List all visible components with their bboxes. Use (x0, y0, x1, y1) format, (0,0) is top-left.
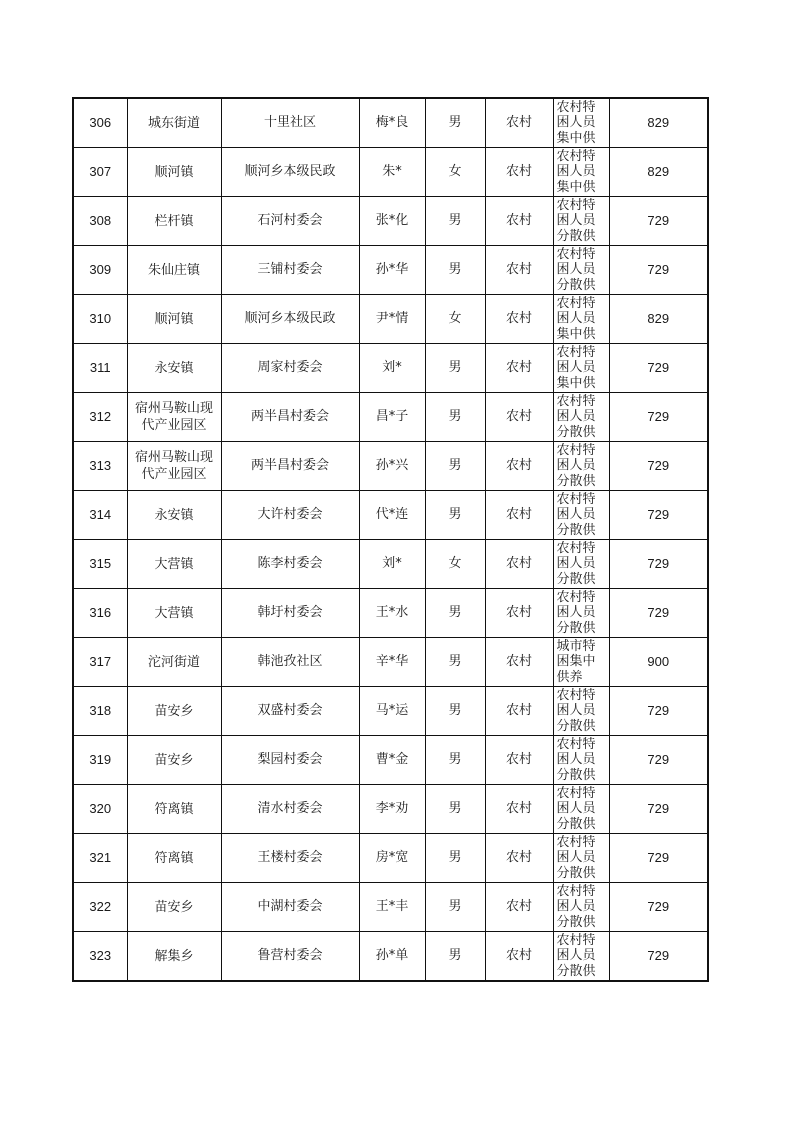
support-category-text: 农村特困人员分散供 (556, 442, 596, 489)
person-name-cell: 孙*单 (359, 932, 425, 982)
support-category-text: 农村特困人员集中供 (556, 344, 596, 391)
support-category-cell (553, 442, 609, 491)
residence-type-cell: 农村 (485, 393, 553, 442)
residence-type-cell: 农村 (485, 246, 553, 295)
support-category-cell (553, 589, 609, 638)
town-text: 永安镇 (154, 507, 194, 523)
town-text: 符离镇 (154, 850, 194, 866)
village-cell: 两半昌村委会 (221, 442, 359, 491)
town-text: 城东街道 (147, 115, 200, 131)
support-category-cell (553, 344, 609, 393)
person-name-cell: 梅*良 (359, 98, 425, 148)
row-number-cell: 314 (73, 491, 127, 540)
village-cell: 十里社区 (221, 98, 359, 148)
support-category-cell (553, 834, 609, 883)
town-text: 苗安乡 (154, 899, 194, 915)
support-category-text: 农村特困人员分散供 (556, 883, 596, 930)
amount-cell: 729 (609, 834, 708, 883)
row-number-cell: 322 (73, 883, 127, 932)
residence-type-cell: 农村 (485, 834, 553, 883)
support-category-cell (553, 785, 609, 834)
row-number-cell: 313 (73, 442, 127, 491)
support-category-text: 农村特困人员分散供 (556, 736, 596, 783)
support-category-cell (553, 932, 609, 982)
amount-cell: 900 (609, 638, 708, 687)
village-cell: 三铺村委会 (221, 246, 359, 295)
row-number-cell: 316 (73, 589, 127, 638)
amount-cell: 829 (609, 295, 708, 344)
person-name-cell: 张*化 (359, 197, 425, 246)
support-category-cell (553, 246, 609, 295)
table-row (73, 785, 708, 834)
gender-cell: 男 (425, 393, 485, 442)
support-category-text: 农村特困人员分散供 (556, 687, 596, 734)
table-row (73, 736, 708, 785)
person-name-cell: 曹*金 (359, 736, 425, 785)
support-category-text: 农村特困人员集中供 (556, 295, 596, 342)
table-row (73, 834, 708, 883)
village-cell: 陈李村委会 (221, 540, 359, 589)
roster-body (73, 98, 708, 981)
gender-cell: 男 (425, 246, 485, 295)
town-cell (127, 883, 221, 932)
residence-type-cell: 农村 (485, 148, 553, 197)
table-row (73, 246, 708, 295)
person-name-cell: 孙*兴 (359, 442, 425, 491)
support-category-text: 农村特困人员分散供 (556, 834, 596, 881)
village-cell: 清水村委会 (221, 785, 359, 834)
amount-cell: 829 (609, 148, 708, 197)
person-name-cell: 王*水 (359, 589, 425, 638)
row-number-cell: 319 (73, 736, 127, 785)
residence-type-cell: 农村 (485, 295, 553, 344)
gender-cell: 男 (425, 687, 485, 736)
town-cell (127, 246, 221, 295)
table-row (73, 638, 708, 687)
town-cell (127, 589, 221, 638)
gender-cell: 男 (425, 736, 485, 785)
table-row (73, 98, 708, 148)
amount-cell: 729 (609, 932, 708, 982)
person-name-cell: 马*运 (359, 687, 425, 736)
row-number-cell: 318 (73, 687, 127, 736)
residence-type-cell: 农村 (485, 197, 553, 246)
amount-cell: 729 (609, 883, 708, 932)
town-text: 苗安乡 (154, 703, 194, 719)
person-name-cell: 刘* (359, 344, 425, 393)
gender-cell: 男 (425, 785, 485, 834)
town-text: 苗安乡 (154, 752, 194, 768)
town-text: 大营镇 (154, 556, 194, 572)
residence-type-cell: 农村 (485, 736, 553, 785)
support-category-text: 城市特困集中供养 (556, 638, 596, 685)
residence-type-cell: 农村 (485, 491, 553, 540)
town-text: 解集乡 (154, 948, 194, 964)
row-number-cell: 323 (73, 932, 127, 982)
town-cell (127, 932, 221, 982)
village-cell: 梨园村委会 (221, 736, 359, 785)
residence-type-cell: 农村 (485, 98, 553, 148)
town-cell (127, 148, 221, 197)
person-name-cell: 王*丰 (359, 883, 425, 932)
town-text: 宿州马鞍山现代产业园区 (134, 450, 213, 482)
town-cell (127, 393, 221, 442)
support-category-cell (553, 148, 609, 197)
town-cell (127, 638, 221, 687)
town-cell (127, 736, 221, 785)
support-category-cell (553, 638, 609, 687)
support-category-cell (553, 540, 609, 589)
residence-type-cell: 农村 (485, 932, 553, 982)
support-category-cell (553, 883, 609, 932)
town-cell (127, 785, 221, 834)
table-row (73, 344, 708, 393)
table-row (73, 883, 708, 932)
amount-cell: 729 (609, 736, 708, 785)
village-cell: 鲁营村委会 (221, 932, 359, 982)
row-number-cell: 307 (73, 148, 127, 197)
person-name-cell: 李*劝 (359, 785, 425, 834)
row-number-cell: 312 (73, 393, 127, 442)
amount-cell: 729 (609, 246, 708, 295)
table-row (73, 148, 708, 197)
table-row (73, 491, 708, 540)
row-number-cell: 311 (73, 344, 127, 393)
table-row (73, 687, 708, 736)
support-category-text: 农村特困人员分散供 (556, 785, 596, 832)
town-cell (127, 295, 221, 344)
table-row (73, 589, 708, 638)
town-cell (127, 344, 221, 393)
table-row (73, 442, 708, 491)
person-name-cell: 房*宽 (359, 834, 425, 883)
village-cell: 韩池孜社区 (221, 638, 359, 687)
row-number-cell: 310 (73, 295, 127, 344)
row-number-cell: 321 (73, 834, 127, 883)
person-name-cell: 尹*情 (359, 295, 425, 344)
gender-cell: 男 (425, 638, 485, 687)
residence-type-cell: 农村 (485, 785, 553, 834)
support-category-cell (553, 295, 609, 344)
village-cell: 周家村委会 (221, 344, 359, 393)
support-category-cell (553, 197, 609, 246)
gender-cell: 男 (425, 589, 485, 638)
table-row (73, 393, 708, 442)
amount-cell: 829 (609, 98, 708, 148)
support-category-cell (553, 491, 609, 540)
village-cell: 王楼村委会 (221, 834, 359, 883)
village-cell: 韩圩村委会 (221, 589, 359, 638)
roster-table (72, 97, 709, 982)
gender-cell: 女 (425, 148, 485, 197)
town-text: 大营镇 (154, 605, 194, 621)
support-category-text: 农村特困人员分散供 (556, 540, 596, 587)
town-text: 顺河镇 (154, 164, 194, 180)
town-cell (127, 540, 221, 589)
residence-type-cell: 农村 (485, 540, 553, 589)
gender-cell: 男 (425, 883, 485, 932)
town-text: 宿州马鞍山现代产业园区 (134, 401, 213, 433)
village-cell: 石河村委会 (221, 197, 359, 246)
residence-type-cell: 农村 (485, 344, 553, 393)
town-text: 永安镇 (154, 360, 194, 376)
town-cell (127, 98, 221, 148)
town-text: 符离镇 (154, 801, 194, 817)
person-name-cell: 孙*华 (359, 246, 425, 295)
amount-cell: 729 (609, 785, 708, 834)
gender-cell: 男 (425, 442, 485, 491)
village-cell: 大许村委会 (221, 491, 359, 540)
village-cell: 双盛村委会 (221, 687, 359, 736)
amount-cell: 729 (609, 589, 708, 638)
amount-cell: 729 (609, 491, 708, 540)
gender-cell: 女 (425, 540, 485, 589)
town-text: 栏杆镇 (154, 213, 194, 229)
support-category-cell (553, 393, 609, 442)
gender-cell: 男 (425, 98, 485, 148)
town-cell (127, 442, 221, 491)
town-cell (127, 491, 221, 540)
support-category-text: 农村特困人员分散供 (556, 197, 596, 244)
residence-type-cell: 农村 (485, 687, 553, 736)
gender-cell: 男 (425, 932, 485, 982)
gender-cell: 男 (425, 491, 485, 540)
residence-type-cell: 农村 (485, 442, 553, 491)
residence-type-cell: 农村 (485, 883, 553, 932)
residence-type-cell: 农村 (485, 589, 553, 638)
gender-cell: 男 (425, 344, 485, 393)
support-category-cell (553, 98, 609, 148)
town-cell (127, 834, 221, 883)
village-cell: 两半昌村委会 (221, 393, 359, 442)
support-category-text: 农村特困人员分散供 (556, 491, 596, 538)
person-name-cell: 昌*子 (359, 393, 425, 442)
support-category-text: 农村特困人员分散供 (556, 393, 596, 440)
amount-cell: 729 (609, 442, 708, 491)
row-number-cell: 308 (73, 197, 127, 246)
gender-cell: 女 (425, 295, 485, 344)
row-number-cell: 320 (73, 785, 127, 834)
support-category-text: 农村特困人员分散供 (556, 932, 596, 979)
town-text: 沱河街道 (147, 654, 200, 670)
support-category-text: 农村特困人员分散供 (556, 246, 596, 293)
support-category-text: 农村特困人员集中供 (556, 148, 596, 195)
person-name-cell: 辛*华 (359, 638, 425, 687)
table-row (73, 540, 708, 589)
table-row (73, 197, 708, 246)
amount-cell: 729 (609, 393, 708, 442)
village-cell: 中湖村委会 (221, 883, 359, 932)
row-number-cell: 315 (73, 540, 127, 589)
person-name-cell: 朱* (359, 148, 425, 197)
gender-cell: 男 (425, 834, 485, 883)
village-cell: 顺河乡本级民政 (221, 148, 359, 197)
row-number-cell: 306 (73, 98, 127, 148)
gender-cell: 男 (425, 197, 485, 246)
amount-cell: 729 (609, 197, 708, 246)
row-number-cell: 309 (73, 246, 127, 295)
town-cell (127, 687, 221, 736)
table-row (73, 932, 708, 982)
town-cell (127, 197, 221, 246)
town-text: 朱仙庄镇 (147, 262, 200, 278)
town-text: 顺河镇 (154, 311, 194, 327)
support-category-cell (553, 736, 609, 785)
village-cell: 顺河乡本级民政 (221, 295, 359, 344)
person-name-cell: 代*连 (359, 491, 425, 540)
support-category-text: 农村特困人员集中供 (556, 99, 596, 146)
person-name-cell: 刘* (359, 540, 425, 589)
residence-type-cell: 农村 (485, 638, 553, 687)
table-row (73, 295, 708, 344)
amount-cell: 729 (609, 540, 708, 589)
support-category-cell (553, 687, 609, 736)
support-category-text: 农村特困人员分散供 (556, 589, 596, 636)
row-number-cell: 317 (73, 638, 127, 687)
amount-cell: 729 (609, 687, 708, 736)
amount-cell: 729 (609, 344, 708, 393)
